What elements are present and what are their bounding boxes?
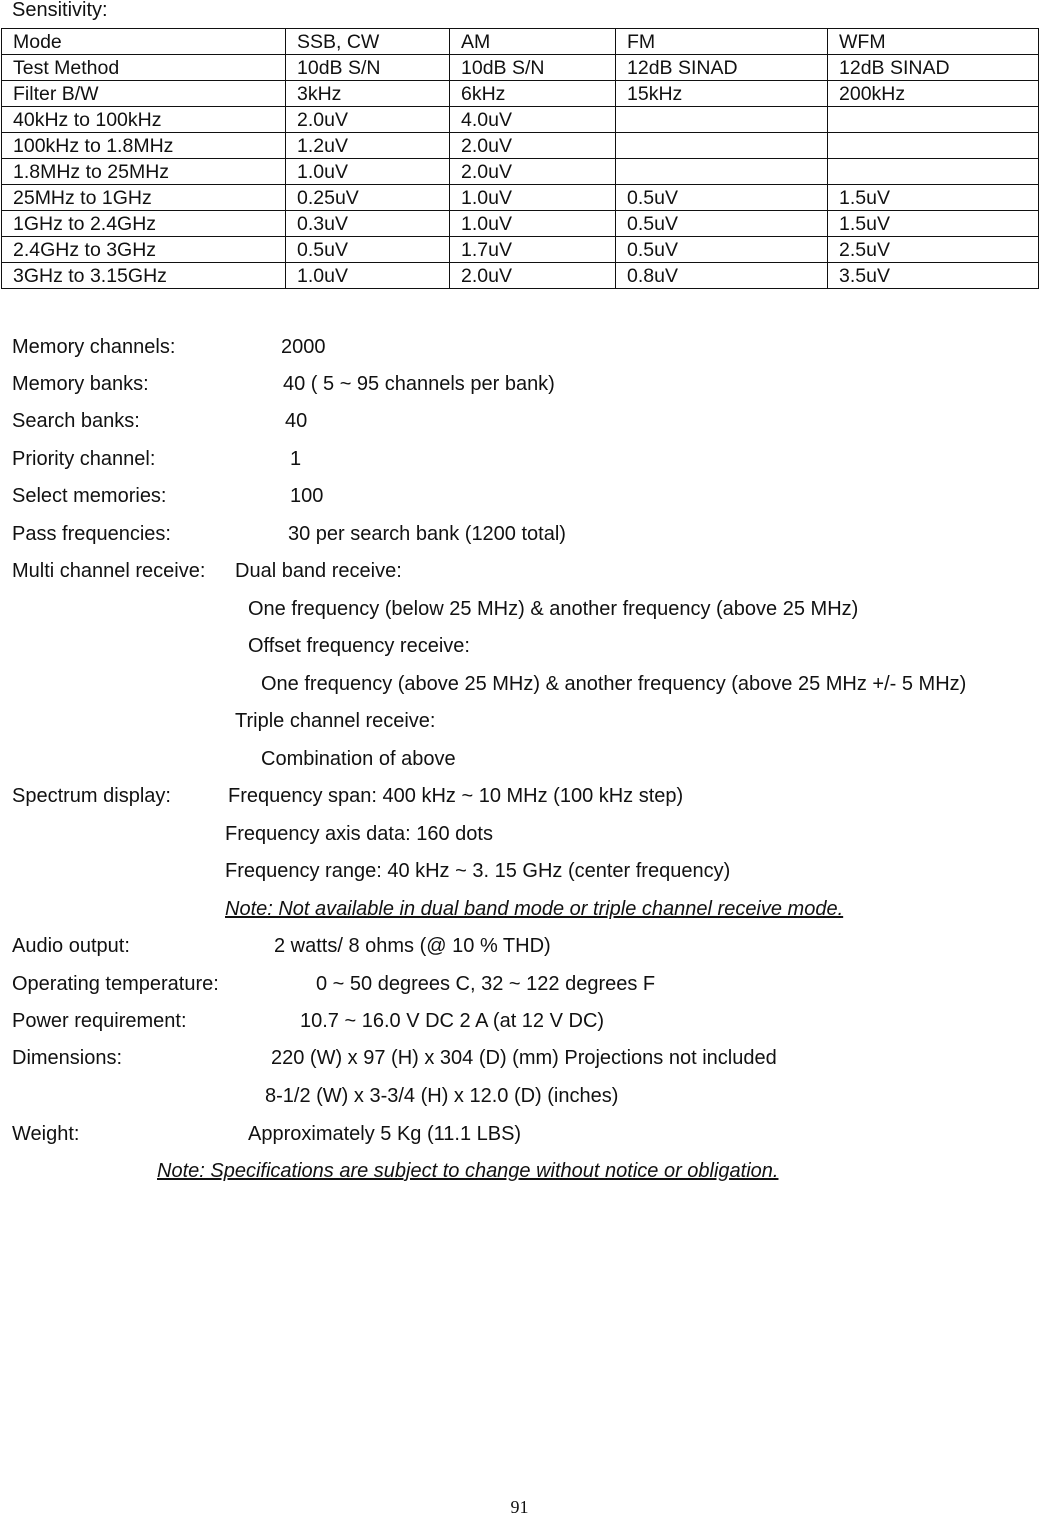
table-cell: 100kHz to 1.8MHz [2,133,286,159]
weight-value: Approximately 5 Kg (11.1 LBS) [248,1123,522,1145]
table-cell: WFM [828,29,1039,55]
table-row [2,81,1039,107]
table-cell [616,107,828,133]
table-cell: 1.5uV [828,211,1039,237]
table-cell [828,133,1039,159]
table-cell: 0.5uV [286,237,450,263]
weight-label: Weight: [12,1123,80,1145]
pass-frequencies-label: Pass frequencies: [12,523,171,545]
triple-receive-desc: Combination of above [261,748,456,770]
table-cell: 2.0uV [450,263,616,289]
table-cell: 1.7uV [450,237,616,263]
power-requirement-value: 10.7 ~ 16.0 V DC 2 A (at 12 V DC) [300,1010,605,1032]
table-cell: 12dB SINAD [616,55,828,81]
table-cell: 6kHz [450,81,616,107]
table-cell: 25MHz to 1GHz [2,185,286,211]
table-cell: Filter B/W [2,81,286,107]
table-cell: 1.0uV [450,211,616,237]
offset-receive-title: Offset frequency receive: [248,635,470,657]
spectrum-note: Note: Not available in dual band mode or triple channel receive mode. [225,898,844,920]
table-cell: 4.0uV [450,107,616,133]
table-cell: 0.5uV [616,211,828,237]
triple-receive-title: Triple channel receive: [235,710,436,732]
table-cell: 40kHz to 100kHz [2,107,286,133]
table-cell [616,159,828,185]
table-row [2,159,1039,185]
memory-banks-label: Memory banks: [12,373,149,395]
table-cell: 1.2uV [286,133,450,159]
table-cell: 12dB SINAD [828,55,1039,81]
dual-band-desc: One frequency (below 25 MHz) & another frequency (above 25 MHz) [248,598,859,620]
table-cell: Mode [2,29,286,55]
pass-frequencies-value: 30 per search bank (1200 total) [288,523,566,545]
table-cell: 0.25uV [286,185,450,211]
final-note: Note: Specifications are subject to change without notice or obligation. [157,1160,779,1182]
table-cell [828,107,1039,133]
offset-receive-desc: One frequency (above 25 MHz) & another frequency (above 25 MHz +/- 5 MHz) [261,673,967,695]
table-row [2,237,1039,263]
table-cell: 2.5uV [828,237,1039,263]
table-cell: 10dB S/N [286,55,450,81]
power-requirement-label: Power requirement: [12,1010,187,1032]
table-cell: 1GHz to 2.4GHz [2,211,286,237]
table-cell [616,133,828,159]
table-cell: SSB, CW [286,29,450,55]
table-cell: 15kHz [616,81,828,107]
page-number: 91 [510,1497,529,1517]
table-cell [828,159,1039,185]
table-cell: Test Method [2,55,286,81]
table-cell: 3.5uV [828,263,1039,289]
table-cell: 2.0uV [450,159,616,185]
table-cell: 200kHz [828,81,1039,107]
table-cell: 2.0uV [286,107,450,133]
priority-channel-value: 1 [290,448,302,470]
sensitivity-table [1,28,1039,289]
table-row [2,133,1039,159]
select-memories-value: 100 [290,485,324,507]
memory-banks-value: 40 ( 5 ~ 95 channels per bank) [283,373,555,395]
spectrum-range: Frequency range: 40 kHz ~ 3. 15 GHz (center frequency) [225,860,731,882]
operating-temp-value: 0 ~ 50 degrees C, 32 ~ 122 degrees F [316,973,656,995]
table-cell: 1.8MHz to 25MHz [2,159,286,185]
sensitivity-heading: Sensitivity: [12,0,108,21]
table-row [2,107,1039,133]
audio-output-label: Audio output: [12,935,130,957]
table-cell: 2.4GHz to 3GHz [2,237,286,263]
spectrum-display-label: Spectrum display: [12,785,171,807]
select-memories-label: Select memories: [12,485,167,507]
table-cell: 3kHz [286,81,450,107]
memory-channels-value: 2000 [281,336,326,358]
dual-band-title: Dual band receive: [235,560,402,582]
table-cell: 0.5uV [616,185,828,211]
table-cell: 0.3uV [286,211,450,237]
priority-channel-label: Priority channel: [12,448,156,470]
memory-channels-label: Memory channels: [12,336,176,358]
search-banks-value: 40 [285,410,308,432]
dimensions-value-mm: 220 (W) x 97 (H) x 304 (D) (mm) Projections not included [271,1047,777,1069]
table-cell: 3GHz to 3.15GHz [2,263,286,289]
table-cell: 1.0uV [286,159,450,185]
audio-output-value: 2 watts/ 8 ohms (@ 10 % THD) [274,935,551,957]
table-cell: 1.0uV [450,185,616,211]
table-row [2,263,1039,289]
spectrum-axis: Frequency axis data: 160 dots [225,823,493,845]
table-row [2,185,1039,211]
search-banks-label: Search banks: [12,410,140,432]
table-cell: AM [450,29,616,55]
table-row [2,211,1039,237]
table-row [2,55,1039,81]
multi-channel-label: Multi channel receive: [12,560,206,582]
table-row [2,29,1039,55]
table-cell: 2.0uV [450,133,616,159]
operating-temp-label: Operating temperature: [12,973,219,995]
table-cell: FM [616,29,828,55]
table-cell: 1.0uV [286,263,450,289]
dimensions-value-inches: 8-1/2 (W) x 3-3/4 (H) x 12.0 (D) (inches) [265,1085,619,1107]
spectrum-span: Frequency span: 400 kHz ~ 10 MHz (100 kHz step) [228,785,684,807]
table-cell: 1.5uV [828,185,1039,211]
table-cell: 0.5uV [616,237,828,263]
table-cell: 0.8uV [616,263,828,289]
table-cell: 10dB S/N [450,55,616,81]
dimensions-label: Dimensions: [12,1047,123,1069]
